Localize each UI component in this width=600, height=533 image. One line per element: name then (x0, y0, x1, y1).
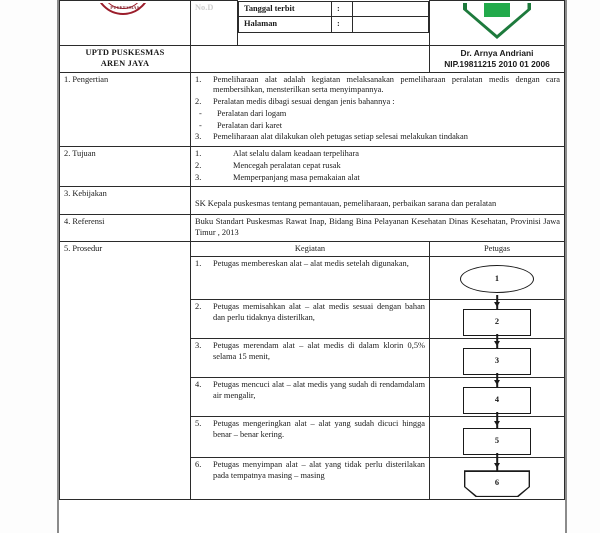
list-item (195, 341, 425, 363)
flow-cell (430, 458, 565, 500)
unit-signer-row (60, 46, 565, 73)
no-dokumen-label: No.D (191, 1, 238, 46)
item-text: Pemeliharaan alat adalah kegiatan melaksanakan pemeliharaan peralatan medis dengan cara membersihkan, mensterilkan serta menyimpannya. (213, 74, 560, 95)
list-item (195, 109, 560, 120)
sop-table (59, 0, 565, 500)
sop-document (59, 0, 565, 533)
unit-blank-cell (191, 46, 430, 73)
flow-shape-process (434, 380, 560, 414)
pengertian-label: 1. Pengertian (60, 72, 191, 147)
item-marker: 4. (195, 380, 202, 390)
program-logo-cell (430, 1, 565, 46)
flow-cell (430, 300, 565, 339)
unit-name (60, 46, 191, 73)
list-item (195, 132, 560, 143)
col-header-petugas: Petugas (430, 241, 565, 257)
tujuan-label: 2. Tujuan (60, 147, 191, 187)
seal-caption: PUSKESMAS (110, 5, 140, 10)
section-prosedur-header (60, 241, 565, 257)
list-item (195, 173, 560, 184)
signer-nip: NIP.19811215 2010 01 2006 (444, 58, 550, 69)
flow-cell (430, 378, 565, 417)
item-text: Petugas mengeringkan alat – alat yang sudah dicuci hingga benar – benar kering. (213, 419, 425, 439)
flow-shape-process (434, 302, 560, 336)
item-marker: 3. (195, 341, 202, 351)
item-marker: 1. (195, 74, 202, 84)
halaman-row (239, 17, 429, 33)
list-item (195, 380, 425, 402)
section-referensi (60, 215, 565, 242)
item-text: Pemeliharaan alat dilakukan oleh petugas setiap selesai melakukan tindakan (213, 132, 468, 142)
flow-shape-process (434, 341, 560, 375)
halaman-label: Halaman (239, 17, 332, 33)
flow-arrowhead-icon (494, 341, 500, 346)
step-activity (191, 257, 430, 300)
item-marker: - (199, 120, 202, 130)
item-text: Petugas mencuci alat – alat medis yang sudah di rendamdalam air mengalir, (213, 380, 425, 400)
referensi-text: Buku Standart Puskesmas Rawat Inap, Bidang Bina Pelayanan Kesehatan Dinas Kesehatan, Provinisi Jawa Timur , 2013 (195, 217, 560, 237)
item-marker: 2. (195, 302, 202, 312)
flow-node-3: 3 (463, 348, 531, 375)
flow-cell (430, 257, 565, 300)
col-header-kegiatan: Kegiatan (191, 241, 430, 257)
list-item (195, 121, 560, 132)
unit-name-line2: AREN JAYA (100, 58, 150, 68)
halaman-value[interactable] (353, 17, 429, 33)
item-text: Peralatan dari karet (217, 120, 283, 130)
flow-node-2: 2 (463, 309, 531, 336)
list-item (195, 460, 425, 482)
tanggal-terbit-colon: : (332, 1, 353, 17)
page-right-border (565, 0, 567, 533)
header-row (60, 1, 565, 46)
list-item (195, 302, 425, 324)
kebijakan-label: 3. Kebijakan (60, 187, 191, 215)
item-marker: 1. (195, 149, 202, 158)
item-marker: 2. (195, 160, 202, 170)
unit-name-line1: UPTD PUSKESMAS (85, 48, 165, 57)
kebijakan-content (191, 187, 565, 215)
flow-arrowhead-icon (494, 302, 500, 307)
kebijakan-text: SK Kepala puskesmas tentang pemantauan, pemeliharaan, perbaikan sarana dan peralatan (195, 199, 497, 209)
flow-node-6-label: 6 (494, 478, 500, 488)
flow-shape-process (434, 419, 560, 455)
item-text: Mencegah peralatan cepat rusak (233, 160, 341, 170)
item-text: Petugas membereskan alat – alat medis setelah digunakan, (213, 259, 409, 269)
puskesmas-seal-icon (95, 3, 155, 21)
item-text: Alat selalu dalam keadaan terpelihara (233, 149, 360, 158)
flow-arrowhead-icon (494, 463, 500, 468)
flow-arrowhead-icon (494, 421, 500, 426)
referensi-content (191, 215, 565, 242)
tanggal-terbit-label: Tanggal terbit (239, 1, 332, 17)
tanggal-terbit-value[interactable] (353, 1, 429, 17)
item-marker: 5. (195, 419, 202, 429)
flow-node-1: 1 (460, 265, 534, 293)
section-tujuan (60, 147, 565, 187)
step-activity (191, 339, 430, 378)
signer-name: Dr. Arnya Andriani (460, 48, 534, 58)
step-activity (191, 458, 430, 500)
item-marker: - (199, 108, 202, 118)
step-activity (191, 378, 430, 417)
item-text: Peralatan medis dibagi sesuai dengan jenis bahannya : (213, 97, 395, 106)
list-item (195, 149, 560, 160)
step-activity (191, 417, 430, 458)
list-item (195, 161, 560, 172)
item-marker: 1. (195, 259, 202, 269)
halaman-colon: : (332, 17, 353, 33)
flow-shape-start (434, 265, 560, 293)
green-pentagon-icon (451, 3, 543, 43)
step-activity (191, 300, 430, 339)
item-text: Petugas memisahkan alat – alat medis sesuai dengan bahan dan perlu tidaknya disterilkan, (213, 302, 425, 322)
item-text: Memperpanjang masa pemakaian alat (233, 172, 360, 182)
item-text: Petugas menyimpan alat – alat yang tidak perlu disterilakan pada tempatnya masing – masing (213, 460, 425, 480)
prosedur-label: 5. Prosedur (60, 241, 191, 500)
item-marker: 3. (195, 132, 202, 142)
tujuan-content (191, 147, 565, 187)
flow-cell (430, 339, 565, 378)
referensi-label: 4. Referensi (60, 215, 191, 242)
flow-node-6 (464, 470, 530, 497)
list-item (195, 97, 560, 108)
flow-shape-terminator (434, 460, 560, 497)
flow-node-4: 4 (463, 387, 531, 414)
flow-cell (430, 417, 565, 458)
header-fields-table (238, 1, 429, 34)
list-item (195, 419, 425, 441)
signer-block (430, 46, 565, 73)
item-text: Peralatan dari logam (217, 108, 287, 118)
header-fields-cell (238, 1, 430, 46)
item-marker: 2. (195, 97, 202, 106)
list-item (195, 259, 425, 270)
institution-logo-cell (60, 1, 191, 46)
list-item (195, 75, 560, 97)
tanggal-terbit-row (239, 1, 429, 17)
section-pengertian (60, 72, 565, 147)
item-text: Petugas merendam alat – alat medis di dalam klorin 0,5% selama 15 menit, (213, 341, 425, 361)
section-kebijakan (60, 187, 565, 215)
item-marker: 6. (195, 460, 202, 470)
flow-node-5: 5 (463, 428, 531, 455)
pengertian-content (191, 72, 565, 147)
item-marker: 3. (195, 172, 202, 182)
flow-arrowhead-icon (494, 380, 500, 385)
